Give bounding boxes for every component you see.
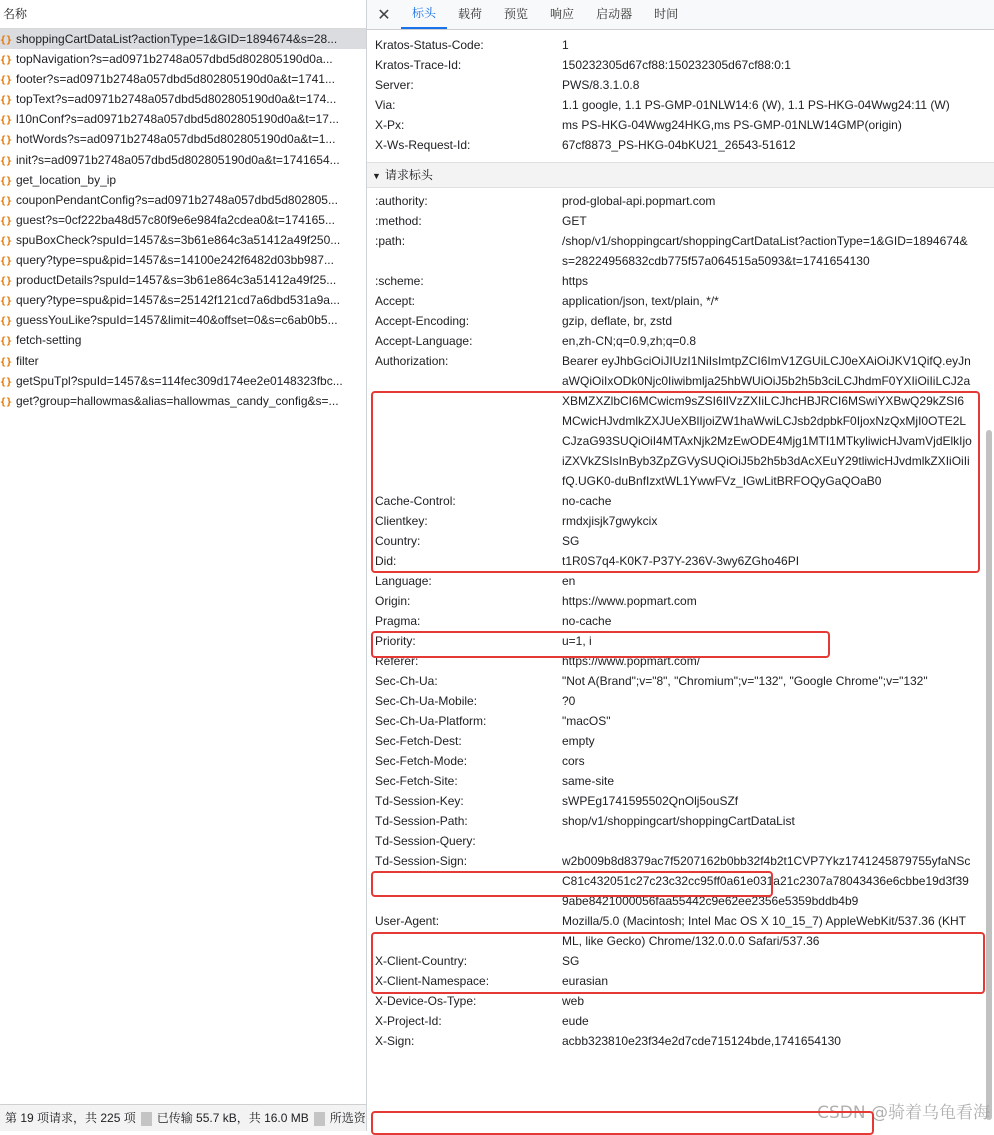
header-name: Accept-Encoding: bbox=[375, 314, 470, 328]
header-row bbox=[367, 531, 994, 551]
header-value[interactable]: shop/v1/shoppingcart/shoppingCartDataList bbox=[562, 814, 795, 828]
header-value[interactable]: rmdxjisjk7gwykcix bbox=[562, 514, 658, 528]
fetch-request-icon: {} bbox=[0, 336, 13, 348]
header-row bbox=[367, 971, 994, 991]
request-headers-section-toggle[interactable] bbox=[367, 162, 994, 188]
header-value[interactable]: SG bbox=[562, 534, 580, 548]
header-name: Td-Session-Query: bbox=[375, 834, 476, 848]
header-row bbox=[367, 671, 994, 691]
request-row[interactable] bbox=[0, 310, 366, 330]
header-name: Sec-Ch-Ua-Mobile: bbox=[375, 694, 478, 708]
header-name: Kratos-Trace-Id: bbox=[375, 58, 462, 72]
header-name: Country: bbox=[375, 534, 421, 548]
header-value[interactable]: eurasian bbox=[562, 974, 609, 988]
header-value[interactable]: 1 bbox=[562, 38, 569, 52]
header-value[interactable]: PWS/8.3.1.0.8 bbox=[562, 78, 640, 92]
fetch-request-icon: {} bbox=[0, 356, 13, 368]
header-name: :scheme: bbox=[375, 274, 424, 288]
request-row[interactable] bbox=[0, 250, 366, 270]
tab-response[interactable]: 响应 bbox=[550, 7, 575, 21]
details-tabs bbox=[367, 0, 994, 30]
fetch-request-icon: {} bbox=[0, 155, 13, 167]
request-row[interactable] bbox=[0, 290, 366, 310]
header-value[interactable]: GET bbox=[562, 214, 587, 228]
request-name: topNavigation?s=ad0971b2748a057dbd5d802805190d0a... bbox=[16, 52, 333, 67]
header-name: Origin: bbox=[375, 594, 411, 608]
header-name: User-Agent: bbox=[375, 914, 440, 928]
fetch-request-icon: {} bbox=[0, 135, 13, 147]
header-row bbox=[367, 331, 994, 351]
request-name: shoppingCartDataList?actionType=1&GID=1894674&s=28... bbox=[16, 32, 338, 46]
fetch-request-icon: {} bbox=[0, 256, 13, 268]
header-value[interactable]: prod-global-api.popmart.com bbox=[562, 194, 716, 208]
request-row[interactable] bbox=[0, 190, 366, 210]
header-row bbox=[367, 491, 994, 511]
fetch-request-icon: {} bbox=[0, 35, 13, 46]
header-value[interactable]: Bearer eyJhbGciOiJIUzI1NiIsImtpZCI6ImV1ZGUiLCJ0eXAiOiJKV1QifQ.eyJnaWQiOiIxODk0Njc0Iiwibmlja25hbWUiOiJ5b2h5b3ciLCJhdmF0YXIiOiIiLCJ2aXBMZXZlbCI6MCwicm9sZSI6IlVzZXIiLCJhcHBJRCI6MSwiYXBwQ29kZSI6MCwicHJvdmlkZXJUeXBlIjoiZW1haWwiLCJsb2dpbkF0IjoxNzQxMjI0OTE2LCJzaG93SUQiOiI4MTAxNjk2MzEwODE4Mjg1MTI1MTkyliwicHJvamVjdElkIjoiZXVkZSIsInByb3ZpZGVySUQiOiJ5b2h5b3dAcXEuY29tliwicHJvdmlkZXIiOiIifQ.UGK0-duBnfIzxtWL1YwwFVz_IGwLitBRFOQyGaQOaB0 bbox=[562, 354, 972, 488]
header-value[interactable]: no-cache bbox=[562, 614, 612, 628]
request-row[interactable] bbox=[0, 391, 366, 411]
header-value[interactable]: application/json, text/plain, */* bbox=[562, 294, 719, 308]
details-panel bbox=[367, 0, 994, 1131]
request-row[interactable] bbox=[0, 89, 366, 109]
tab-initiator[interactable]: 启动器 bbox=[596, 7, 633, 21]
status-bar bbox=[0, 1104, 366, 1131]
header-name: Language: bbox=[375, 574, 432, 588]
header-row bbox=[367, 571, 994, 591]
header-row bbox=[367, 551, 994, 571]
request-name: guest?s=0cf222ba48d57c80f9e6e984fa2cdea0&t=174165... bbox=[16, 212, 335, 227]
header-name: Sec-Ch-Ua: bbox=[375, 674, 438, 688]
transferred-size: 已传输 55.7 kB，共 16.0 MB bbox=[156, 1111, 309, 1125]
header-value[interactable]: Mozilla/5.0 (Macintosh; Intel Mac OS X 10_15_7) AppleWebKit/537.36 (KHTML, like Gecko) Chrome/132.0.0.0 Safari/537.36 bbox=[562, 914, 966, 948]
tab-headers[interactable]: 标头 bbox=[401, 0, 447, 29]
header-row bbox=[367, 611, 994, 631]
header-row bbox=[367, 591, 994, 611]
request-row[interactable] bbox=[0, 49, 366, 69]
header-name: Sec-Fetch-Dest: bbox=[375, 734, 462, 748]
header-name: Server: bbox=[375, 78, 414, 92]
header-value[interactable]: gzip, deflate, br, zstd bbox=[562, 314, 673, 328]
fetch-request-icon: {} bbox=[0, 316, 13, 328]
request-row[interactable] bbox=[0, 170, 366, 190]
request-list bbox=[0, 29, 366, 411]
request-count: 第 19 项请求，共 225 项 bbox=[5, 1111, 136, 1125]
header-value[interactable]: 67cf8873_PS-HKG-04bKU21_26543-51612 bbox=[562, 138, 796, 152]
divider bbox=[314, 1112, 325, 1126]
header-value[interactable]: w2b009b8d8379ac7f5207162b0bb32f4b2t1CVP7Ykz1741245879755yfaNScC81c432051c27c23c32cc95ff0a61e031a21c2307a78043436e6cbbe19d3f399abe8421000056faa55442c9e62ee2356e5359bddb4b9 bbox=[562, 854, 971, 908]
header-value[interactable]: eude bbox=[562, 1014, 589, 1028]
request-name: init?s=ad0971b2748a057dbd5d802805190d0a&t=1741654... bbox=[16, 152, 340, 167]
header-value[interactable]: https://www.popmart.com/ bbox=[562, 654, 701, 668]
header-name: Sec-Fetch-Mode: bbox=[375, 754, 468, 768]
header-value[interactable]: cors bbox=[562, 754, 585, 768]
fetch-request-icon: {} bbox=[0, 95, 13, 107]
header-row bbox=[367, 311, 994, 331]
header-value[interactable]: same-site bbox=[562, 774, 615, 788]
divider bbox=[141, 1112, 152, 1126]
fetch-request-icon: {} bbox=[0, 276, 13, 288]
name-column-header[interactable]: 名称 bbox=[0, 0, 366, 29]
request-name: fetch-setting bbox=[16, 333, 82, 348]
tab-payload[interactable]: 载荷 bbox=[458, 7, 483, 21]
header-row bbox=[367, 991, 994, 1011]
header-name: :authority: bbox=[375, 194, 428, 208]
request-row[interactable] bbox=[0, 351, 366, 371]
headers-content bbox=[367, 30, 994, 1051]
request-row[interactable] bbox=[0, 129, 366, 149]
request-name: query?type=spu&pid=1457&s=14100e242f6482d03bb987... bbox=[16, 253, 334, 268]
fetch-request-icon: {} bbox=[0, 115, 13, 127]
header-row bbox=[367, 811, 994, 831]
fetch-request-icon: {} bbox=[0, 215, 13, 227]
header-row bbox=[367, 1011, 994, 1031]
header-row bbox=[367, 231, 994, 271]
fetch-request-icon: {} bbox=[0, 175, 13, 187]
header-name: Kratos-Status-Code: bbox=[375, 38, 484, 52]
header-row bbox=[367, 771, 994, 791]
header-row bbox=[367, 691, 994, 711]
fetch-request-icon: {} bbox=[0, 55, 13, 67]
request-name: topText?s=ad0971b2748a057dbd5d802805190d0a&t=174... bbox=[16, 92, 337, 107]
header-row bbox=[367, 731, 994, 751]
request-row[interactable] bbox=[0, 29, 366, 49]
header-row bbox=[367, 1031, 994, 1051]
header-name: Td-Session-Path: bbox=[375, 814, 468, 828]
header-row bbox=[367, 791, 994, 811]
fetch-request-icon: {} bbox=[0, 195, 13, 207]
header-value[interactable]: en,zh-CN;q=0.9,zh;q=0.8 bbox=[562, 334, 697, 348]
header-name: Td-Session-Sign: bbox=[375, 854, 468, 868]
scrollbar-thumb[interactable] bbox=[986, 430, 992, 1120]
header-row bbox=[367, 711, 994, 731]
header-name: Authorization: bbox=[375, 354, 449, 368]
request-name: productDetails?spuId=1457&s=3b61e864c3a51412a49f25... bbox=[16, 273, 337, 288]
header-row bbox=[367, 911, 994, 951]
header-row bbox=[367, 135, 994, 155]
request-name: couponPendantConfig?s=ad0971b2748a057dbd5d802805... bbox=[16, 192, 338, 207]
header-name: X-Client-Namespace: bbox=[375, 974, 490, 988]
header-name: X-Sign: bbox=[375, 1034, 415, 1048]
header-name: X-Project-Id: bbox=[375, 1014, 442, 1028]
header-row bbox=[367, 75, 994, 95]
request-row[interactable] bbox=[0, 230, 366, 250]
header-name: Clientkey: bbox=[375, 514, 428, 528]
header-value[interactable]: ?0 bbox=[562, 694, 576, 708]
header-name: Did: bbox=[375, 554, 397, 568]
header-name: X-Px: bbox=[375, 118, 405, 132]
request-name: get?group=hallowmas&alias=hallowmas_candy_config&s=... bbox=[16, 393, 339, 408]
header-row bbox=[367, 951, 994, 971]
request-name: l10nConf?s=ad0971b2748a057dbd5d802805190d0a&t=17... bbox=[16, 112, 339, 127]
request-row[interactable] bbox=[0, 210, 366, 230]
request-name: footer?s=ad0971b2748a057dbd5d802805190d0a&t=1741... bbox=[16, 72, 335, 87]
header-name: Referer: bbox=[375, 654, 419, 668]
header-row bbox=[367, 751, 994, 771]
request-name: get_location_by_ip bbox=[16, 172, 117, 187]
request-row[interactable] bbox=[0, 270, 366, 290]
fetch-request-icon: {} bbox=[0, 296, 13, 308]
header-row bbox=[367, 115, 994, 135]
header-value[interactable]: u=1, i bbox=[562, 634, 592, 648]
header-row bbox=[367, 651, 994, 671]
header-row bbox=[367, 95, 994, 115]
header-name: :method: bbox=[375, 214, 422, 228]
header-value[interactable]: ms PS-HKG-04Wwg24HKG,ms PS-GMP-01NLW14GMP(origin) bbox=[562, 118, 902, 132]
request-row[interactable] bbox=[0, 69, 366, 89]
request-list-panel bbox=[0, 0, 367, 1131]
header-row bbox=[367, 831, 994, 851]
fetch-request-icon: {} bbox=[0, 396, 13, 408]
request-name: filter bbox=[16, 353, 39, 368]
header-row bbox=[367, 291, 994, 311]
request-headers bbox=[367, 191, 994, 1051]
header-row bbox=[367, 631, 994, 651]
response-headers bbox=[367, 35, 994, 155]
header-value[interactable]: 150232305d67cf88:150232305d67cf88:0:1 bbox=[562, 58, 791, 72]
header-value[interactable]: 1.1 google, 1.1 PS-GMP-01NLW14:6 (W), 1.1 PS-HKG-04Wwg24:11 (W) bbox=[562, 98, 950, 112]
header-name: Priority: bbox=[375, 634, 416, 648]
request-row[interactable] bbox=[0, 109, 366, 129]
header-value[interactable]: /shop/v1/shoppingcart/shoppingCartDataList?actionType=1&GID=1894674&s=28224956832cdb775f57a064515a5093&t=1741654130 bbox=[562, 234, 968, 268]
tab-timing[interactable]: 时间 bbox=[654, 7, 679, 21]
header-name: Pragma: bbox=[375, 614, 421, 628]
header-name: Td-Session-Key: bbox=[375, 794, 464, 808]
header-value[interactable]: acbb323810e23f34e2d7cde715124bde,1741654130 bbox=[562, 1034, 841, 1048]
request-name: hotWords?s=ad0971b2748a057dbd5d802805190d0a&t=1... bbox=[16, 132, 336, 147]
header-name: Sec-Fetch-Site: bbox=[375, 774, 458, 788]
header-value[interactable]: no-cache bbox=[562, 494, 612, 508]
request-row[interactable] bbox=[0, 371, 366, 391]
header-name: :path: bbox=[375, 234, 406, 248]
header-name: X-Ws-Request-Id: bbox=[375, 138, 471, 152]
header-row bbox=[367, 35, 994, 55]
header-row bbox=[367, 191, 994, 211]
request-row[interactable] bbox=[0, 330, 366, 350]
request-name: getSpuTpl?spuId=1457&s=114fec309d174ee2e0148323fbc... bbox=[16, 373, 343, 388]
header-name: Via: bbox=[375, 98, 396, 112]
fetch-request-icon: {} bbox=[0, 235, 13, 247]
close-icon[interactable]: ✕ bbox=[377, 6, 391, 24]
header-row bbox=[367, 511, 994, 531]
header-row bbox=[367, 271, 994, 291]
header-name: Cache-Control: bbox=[375, 494, 456, 508]
header-value[interactable]: sWPEg1741595502QnOlj5ouSZf bbox=[562, 794, 739, 808]
header-value[interactable]: en bbox=[562, 574, 576, 588]
header-row bbox=[367, 55, 994, 75]
header-name: X-Client-Country: bbox=[375, 954, 468, 968]
header-row bbox=[367, 211, 994, 231]
selected-resources: 所选资 bbox=[329, 1111, 366, 1125]
header-row bbox=[367, 851, 994, 911]
header-name: Accept-Language: bbox=[375, 334, 473, 348]
header-value[interactable]: "macOS" bbox=[562, 714, 611, 728]
tab-preview[interactable]: 预览 bbox=[504, 7, 529, 21]
header-row bbox=[367, 351, 994, 491]
watermark-text: CSDN @骑着乌龟看海 bbox=[817, 1103, 990, 1123]
header-name: Accept: bbox=[375, 294, 416, 308]
header-value[interactable]: empty bbox=[562, 734, 595, 748]
header-value[interactable]: web bbox=[562, 994, 585, 1008]
request-name: guessYouLike?spuId=1457&limit=40&offset=0&s=c6ab0b5... bbox=[16, 313, 338, 328]
header-name: X-Device-Os-Type: bbox=[375, 994, 477, 1008]
request-row[interactable] bbox=[0, 150, 366, 170]
request-name: spuBoxCheck?spuId=1457&s=3b61e864c3a51412a49f250... bbox=[16, 232, 341, 247]
header-name: Sec-Ch-Ua-Platform: bbox=[375, 714, 487, 728]
header-value[interactable]: "Not A(Brand";v="8", "Chromium";v="132", "Google Chrome";v="132" bbox=[562, 674, 928, 688]
header-value[interactable]: SG bbox=[562, 954, 580, 968]
fetch-request-icon: {} bbox=[0, 376, 13, 388]
triangle-down-icon: ▼ bbox=[372, 171, 381, 181]
header-value[interactable]: t1R0S7q4-K0K7-P37Y-236V-3wy6ZGho46PI bbox=[562, 554, 800, 568]
fetch-request-icon: {} bbox=[0, 75, 13, 87]
header-value[interactable]: https://www.popmart.com bbox=[562, 594, 697, 608]
request-name: query?type=spu&pid=1457&s=25142f121cd7a6dbd531a9a... bbox=[16, 293, 340, 308]
header-value[interactable] bbox=[562, 831, 972, 851]
header-value[interactable]: https bbox=[562, 274, 589, 288]
section-title: 请求标头 bbox=[384, 168, 433, 182]
